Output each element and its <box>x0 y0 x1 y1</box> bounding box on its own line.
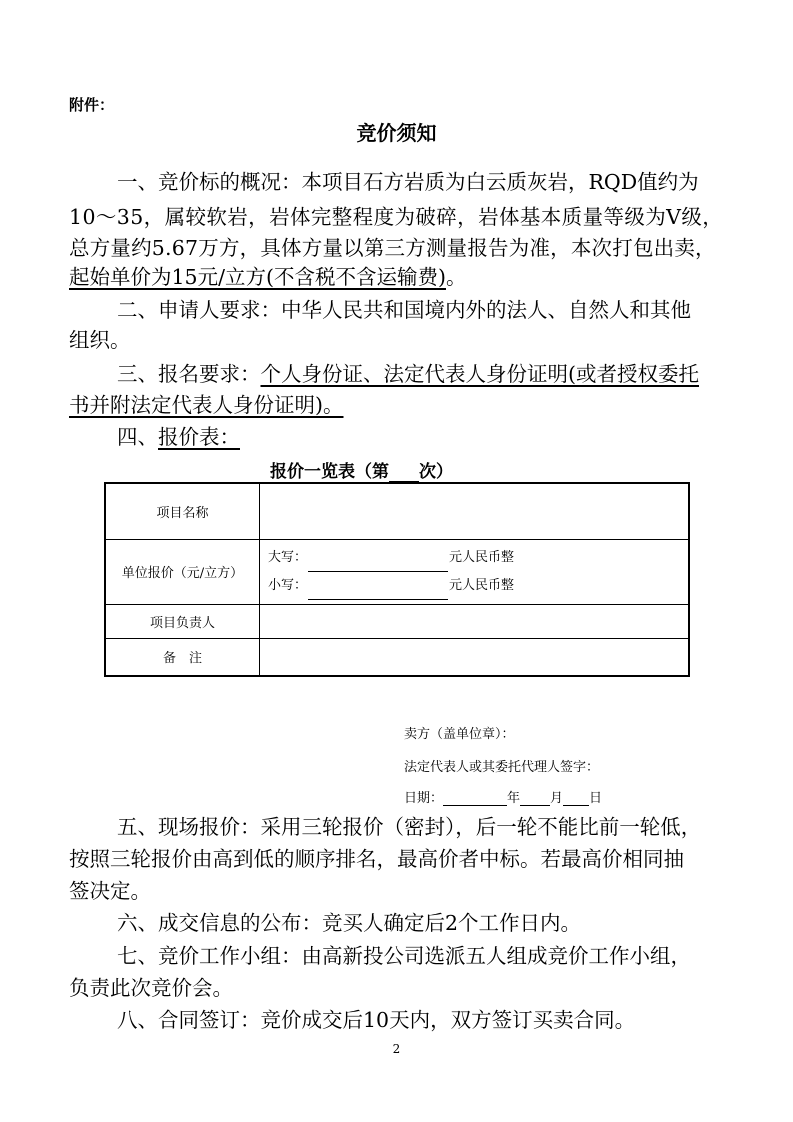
price-lower-field[interactable] <box>308 587 448 600</box>
para1-line4-tail: 。 <box>446 265 467 289</box>
date-year-label: 年 <box>507 791 521 806</box>
quote-table-title <box>270 457 453 482</box>
date-prefix: 日期： <box>404 791 444 806</box>
para1-line2: 10～35，属较软岩，岩体完整程度为破碎，岩体基本质量等级为Ⅴ级， <box>69 205 724 229</box>
date-year-field[interactable] <box>443 793 507 806</box>
quote-table-title-prefix: 报价一览表（第 <box>270 462 389 482</box>
registration-docs-text: 个人身份证、法定代表人身份证明(或者授权委托 <box>260 362 699 386</box>
para2-line1: 二、申请人要求：中华人民共和国境内外的法人、自然人和其他 <box>117 298 691 322</box>
price-upper-field[interactable] <box>308 559 448 572</box>
para4-line <box>117 422 240 452</box>
para7-line2: 负责此次竞价会。 <box>69 976 233 1000</box>
price-lower-suffix: 元人民币整 <box>449 577 515 593</box>
price-upper-suffix: 元人民币整 <box>449 549 515 565</box>
para2-line2: 组织。 <box>69 328 131 352</box>
date-day-field[interactable] <box>563 793 589 806</box>
round-number-blank[interactable] <box>389 464 419 482</box>
price-upper-row <box>260 544 688 572</box>
para5-line3: 签决定。 <box>69 879 151 903</box>
remarks-cell[interactable] <box>260 638 690 676</box>
price-lower-row <box>260 572 688 600</box>
unit-price-label: 单位报价（元/立方） <box>105 539 260 604</box>
table-row-unit-price <box>105 539 689 604</box>
para6-line: 六、成交信息的公布：竞买人确定后2个工作日内。 <box>117 911 582 935</box>
quote-table-title-suffix: 次） <box>419 462 453 482</box>
para1-line4 <box>69 262 467 292</box>
project-manager-label: 项目负责人 <box>105 604 260 638</box>
date-month-label: 月 <box>550 791 564 806</box>
page-title: 竞价须知 <box>356 121 437 145</box>
starting-price-text: 起始单价为15元/立方(不含税不含运输费) <box>69 265 446 289</box>
remarks-label: 备 注 <box>105 638 260 676</box>
project-name-cell[interactable] <box>260 483 690 539</box>
date-month-field[interactable] <box>520 793 550 806</box>
para4-prefix: 四、 <box>117 425 158 449</box>
para3-line1 <box>117 359 699 389</box>
para3-prefix: 三、报名要求： <box>117 362 261 386</box>
table-row-remarks <box>105 638 689 676</box>
project-manager-cell[interactable] <box>260 604 690 638</box>
quote-table <box>104 482 690 677</box>
quote-table-heading: 报价表： <box>158 425 240 449</box>
para5-line1: 五、现场报价：采用三轮报价（密封），后一轮不能比前一轮低， <box>117 815 702 839</box>
para5-line2: 按照三轮报价由高到低的顺序排名，最高价者中标。若最高价相同抽 <box>69 847 684 871</box>
para8-line: 八、合同签订：竞价成交后10天内，双方签订买卖合同。 <box>117 1008 636 1032</box>
price-lower-prefix: 小写： <box>268 577 308 593</box>
unit-price-cell <box>260 539 690 604</box>
date-day-label: 日 <box>589 791 603 806</box>
para3-line2: 书并附法定代表人身份证明)。 <box>69 393 344 417</box>
para7-line1: 七、竞价工作小组：由高新投公司选派五人组成竞价工作小组， <box>117 944 691 968</box>
attachment-label: 附件： <box>69 96 115 114</box>
signature-date <box>404 787 602 806</box>
price-upper-prefix: 大写： <box>268 549 308 565</box>
seller-seal-label: 卖方（盖单位章）： <box>404 727 515 742</box>
table-row-project-name <box>105 483 689 539</box>
para1-line3: 总方量约5.67万方，具体方量以第三方测量报告为准，本次打包出卖， <box>69 236 716 260</box>
representative-signature-label: 法定代表人或其委托代理人签字： <box>404 760 600 775</box>
page-number: 2 <box>392 1042 401 1056</box>
table-row-project-manager <box>105 604 689 638</box>
para1-line1: 一、竞价标的概况：本项目石方岩质为白云质灰岩，RQD值约为 <box>117 170 699 194</box>
project-name-label: 项目名称 <box>105 483 260 539</box>
